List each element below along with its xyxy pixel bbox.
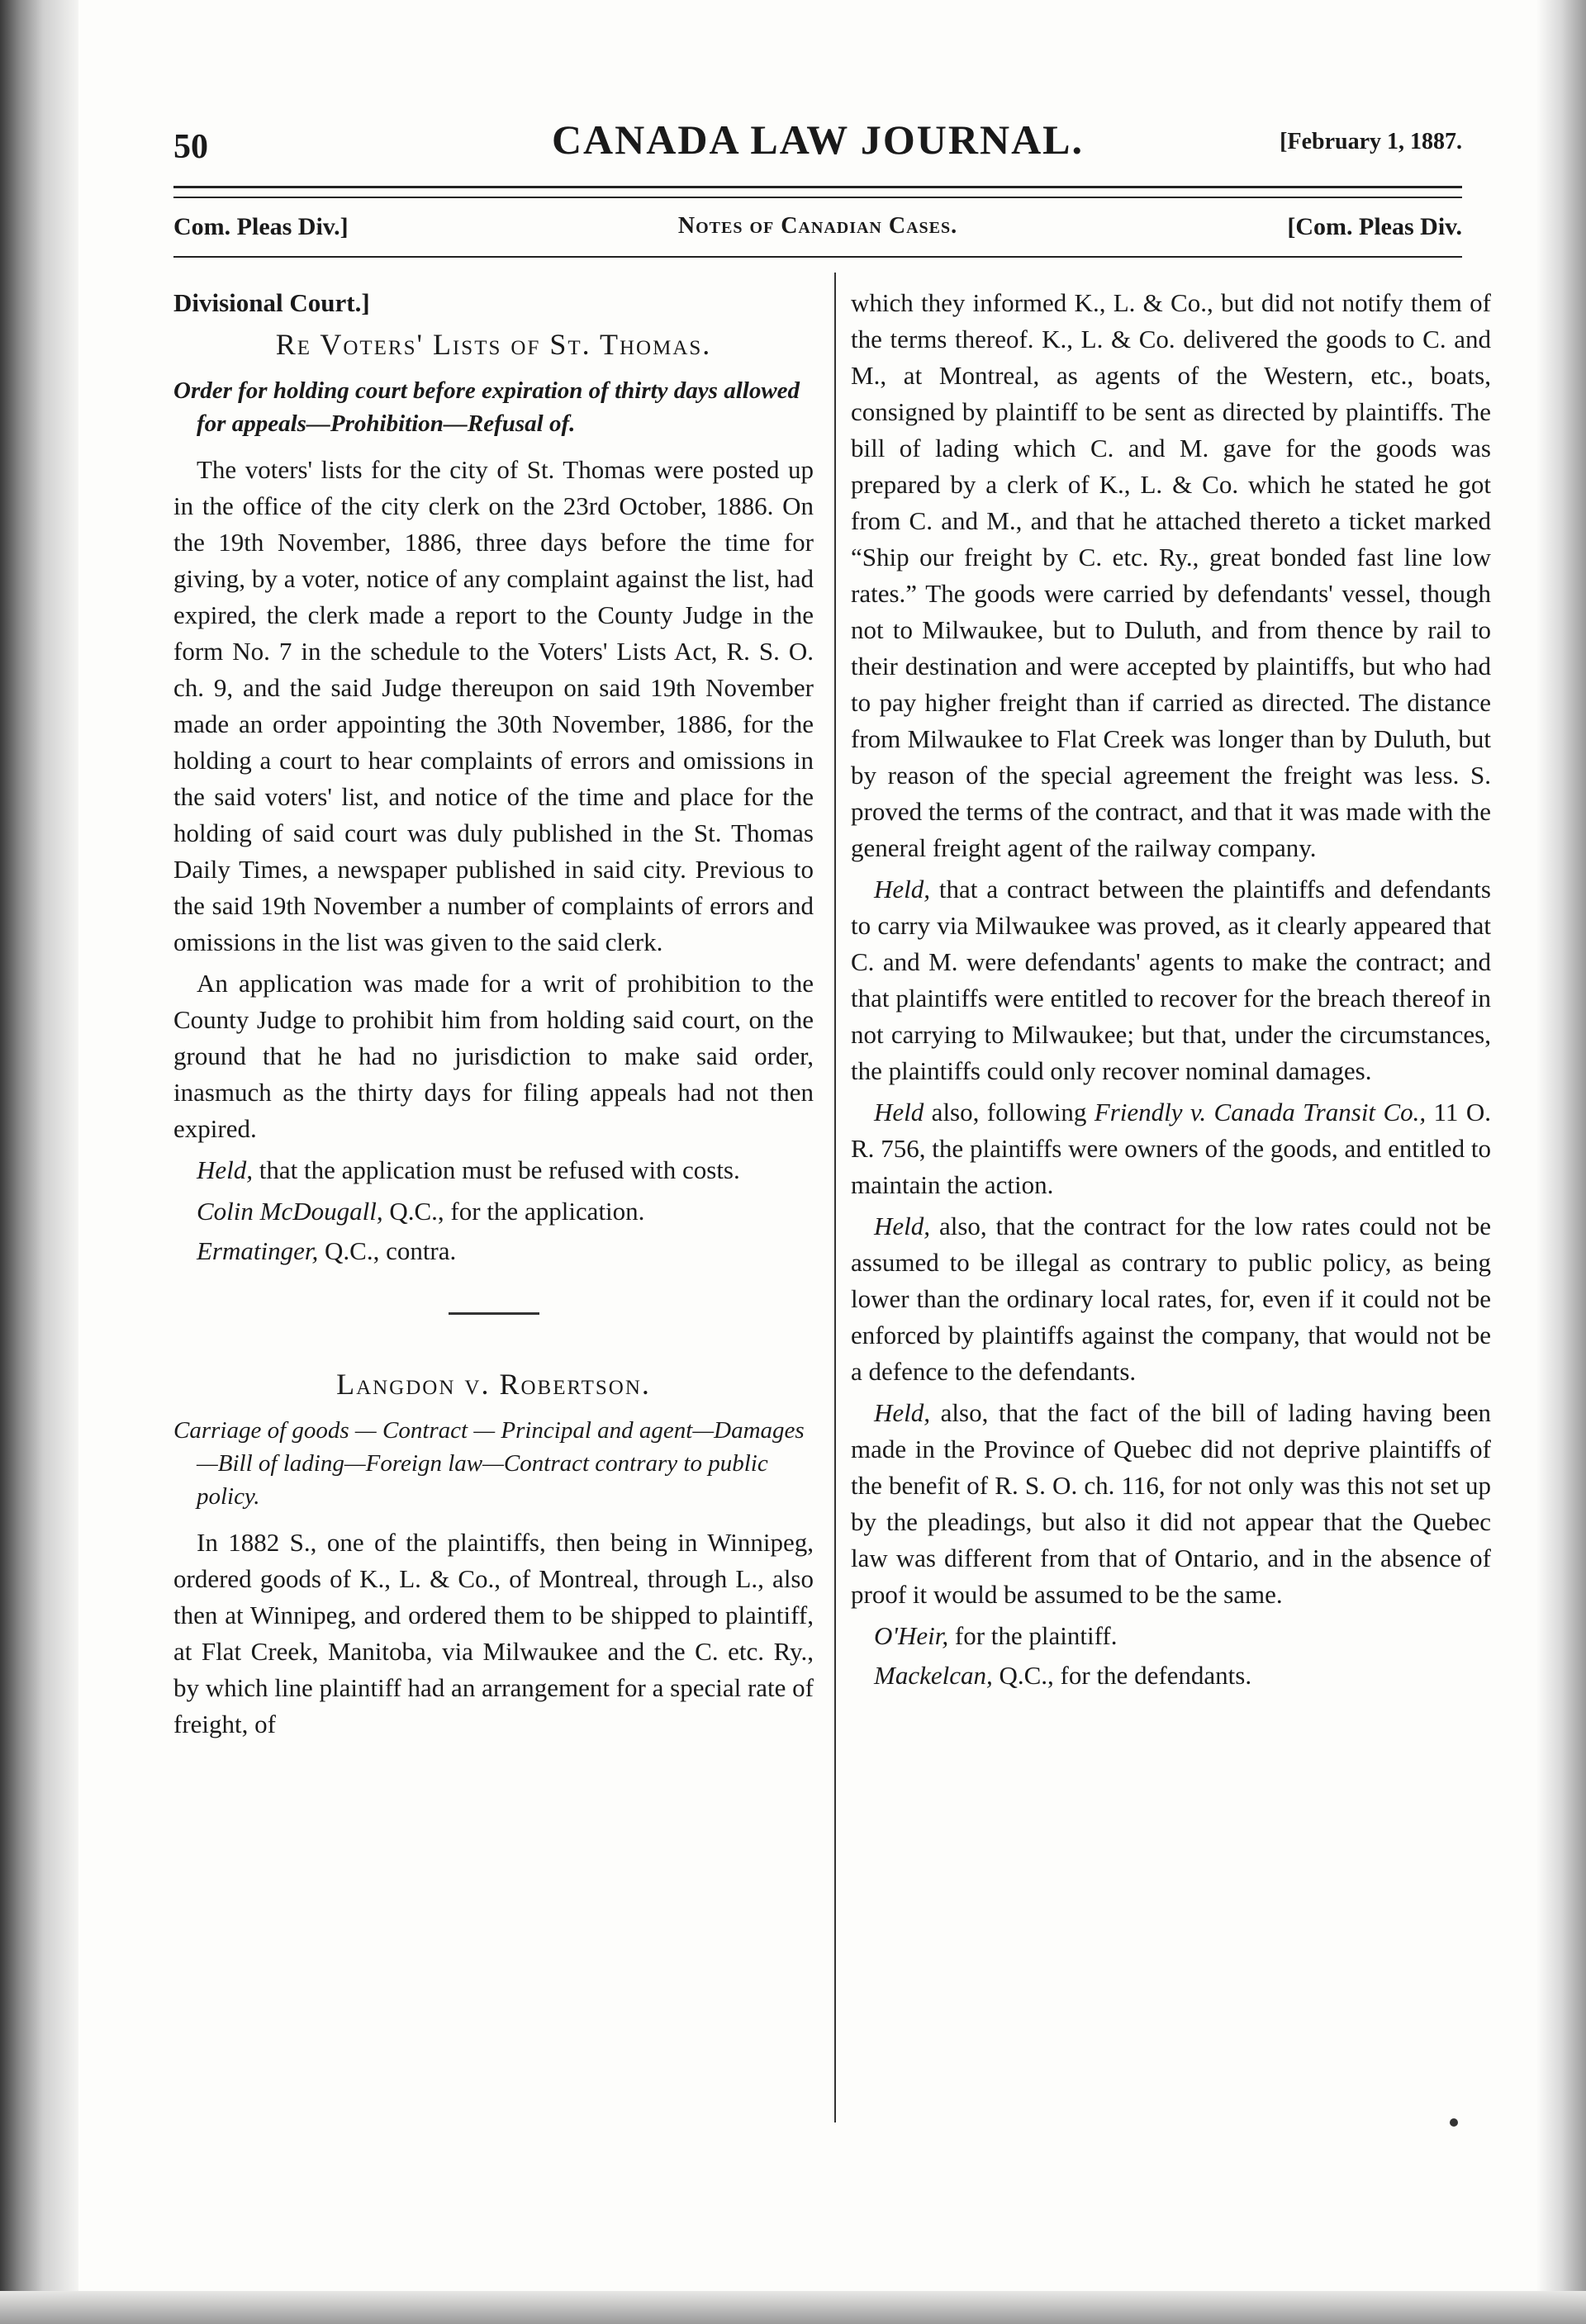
- case2-held-3: [851, 1208, 1491, 1390]
- held-text: also, that the contract for the low rates could not be assumed to be illegal as contrary to public policy, as being lower than the ordinary local rates, for, even if it could not be enforced by plaintiffs against the company, that would not be a defence to the defendants.: [851, 1212, 1491, 1386]
- case-title-langdon-v-robertson: Langdon v. Robertson.: [336, 1368, 651, 1401]
- page-edge-bottom: [0, 2291, 1586, 2324]
- counsel-role: Q.C., for the application.: [382, 1197, 645, 1226]
- page-edge-right: [1536, 0, 1586, 2324]
- counsel-name: Colin McDougall,: [197, 1197, 383, 1226]
- case2-held-4: [851, 1395, 1491, 1613]
- held-label: Held,: [874, 875, 931, 904]
- subheader-right: [Com. Pleas Div.: [1287, 213, 1462, 240]
- counsel-name: Mackelcan,: [874, 1661, 993, 1690]
- held-label: Held,: [874, 1212, 931, 1240]
- case1-paragraph-2: An application was made for a writ of prohibition to the County Judge to prohibit him from holding said court, on the ground that he had no jurisdiction to make said order, inasmuch as the thirty days for filing appeals had not then expired.: [173, 969, 814, 1143]
- counsel-applicant: [173, 1193, 814, 1230]
- issue-date: [February 1, 1887.: [1280, 129, 1462, 154]
- case2-paragraph-1: In 1882 S., one of the plaintiffs, then being in Winnipeg, ordered goods of K., L. & Co., of Montreal, through L., also then at Winnipeg, and ordered them to be shipped to plaintiff, at Flat Creek, Manitoba, via Milwaukee and the C. etc. Ry., by which line plaintiff had an arrangement for a special rate of freight, of: [173, 1528, 814, 1738]
- subheader-left: Com. Pleas Div.]: [173, 213, 349, 240]
- counsel-name: O'Heir,: [874, 1621, 949, 1650]
- held-text: 11 O. R. 756, the plaintiffs were owners of the goods, and entitled to maintain the action.: [851, 1098, 1491, 1199]
- held-text: also, that the fact of the bill of lading having been made in the Province of Quebec did not deprive plaintiffs of the benefit of R. S. O. ch. 116, for not only was this not set up by the pleadings, but also it did not appear that the Quebec law was different from that of Ontario, and in the absence of proof it would be assumed to be the same.: [851, 1398, 1491, 1609]
- counsel-role: Q.C., contra.: [318, 1236, 457, 1265]
- held-label: Held: [874, 1098, 924, 1126]
- held-label: Held,: [197, 1155, 254, 1184]
- counsel-defendants: [851, 1658, 1491, 1694]
- counsel-role: for the plaintiff.: [948, 1621, 1118, 1650]
- section-subheader: [173, 213, 1462, 246]
- held-label: Held,: [874, 1398, 931, 1427]
- running-head: [173, 116, 1462, 173]
- court-name: Divisional Court.]: [173, 288, 370, 317]
- held-text: that the application must be refused with costs.: [253, 1155, 740, 1184]
- subheader-center: Notes of Canadian Cases.: [677, 213, 958, 239]
- column-divider: [834, 273, 836, 2122]
- section-separator-rule: [449, 1312, 539, 1315]
- counsel-plaintiff: [851, 1618, 1491, 1654]
- subheader-rule: [173, 256, 1462, 258]
- header-double-rule: [173, 186, 1462, 198]
- case-title-re-voters-lists: Re Voters' Lists of St. Thomas.: [275, 328, 712, 361]
- cited-case: Friendly v. Canada Transit Co.,: [1094, 1098, 1427, 1126]
- ink-speck: [1450, 2118, 1458, 2127]
- right-column: [851, 285, 1491, 1697]
- held-text: that a contract between the plaintiffs and defendants to carry via Milwaukee was proved, as it clearly appeared that C. and M. were defendants' agents to make the contract; and that plaintiffs were entitled to recover for the breach thereof in not carrying to Milwaukee; but that, under the circumstances, the plaintiffs could only recover nominal damages.: [851, 875, 1491, 1085]
- page-number: 50: [173, 128, 208, 166]
- headnote-case1: Order for holding court before expiration of thirty days allowed for appeals—Prohibition—Refusal of.: [173, 377, 800, 437]
- case2-held-1: [851, 871, 1491, 1089]
- case2-held-2: [851, 1094, 1491, 1203]
- counsel-role: Q.C., for the defendants.: [992, 1661, 1252, 1690]
- journal-title: CANADA LAW JOURNAL.: [551, 116, 1085, 163]
- case1-held: [173, 1152, 814, 1188]
- case1-paragraph-1: The voters' lists for the city of St. Thomas were posted up in the office of the city clerk on the 23rd October, 1886. On the 19th November, 1886, three days before the time for giving, by a voter, notice of any complaint against the list, had expired, the clerk made a report to the County Judge in the form No. 7 in the schedule to the Voters' Lists Act, R. S. O. ch. 9, and the said Judge thereupon on said 19th November made an order appointing the 30th November, 1886, for the holding a court to hear complaints of errors and omissions in the said voters' list, and notice of the time and place for the holding of said court was duly published in the St. Thomas Daily Times, a newspaper published in said city. Previous to the said 19th November a number of complaints of errors and omissions in the list was given to the said clerk.: [173, 455, 814, 956]
- left-column: [173, 285, 814, 1748]
- headnote-case2: Carriage of goods — Contract — Principal and agent—Damages—Bill of lading—Foreign law—Contract contrary to public policy.: [173, 1417, 805, 1510]
- counsel-name: Ermatinger,: [197, 1236, 319, 1265]
- case2-paragraph-1-continued: which they informed K., L. & Co., but did not notify them of the terms thereof. K., L. & Co. delivered the goods to C. and M., at Montreal, as agents of the Western, etc., boats, consigned by plaintiff to be sent as directed by plaintiffs. The bill of lading which C. and M. gave for the goods was prepared by a clerk of K., L. & Co. which he stated he got from C. and M., and that he attached thereto a ticket marked “Ship our freight by C. etc. Ry., great bonded fast line low rates.” The goods were carried by defendants' vessel, though not to Milwaukee, but to Duluth, and from thence by rail to their destination and were accepted by plaintiffs, but who had to pay higher freight than if carried as directed. The distance from Milwaukee to Flat Creek was longer than by Duluth, but by reason of the special agreement the freight was less. S. proved the terms of the contract, and that it was made with the general freight agent of the railway company.: [851, 288, 1491, 862]
- held-text: also, following: [924, 1098, 1095, 1126]
- counsel-contra: [173, 1233, 814, 1269]
- binding-shadow-left: [0, 0, 78, 2324]
